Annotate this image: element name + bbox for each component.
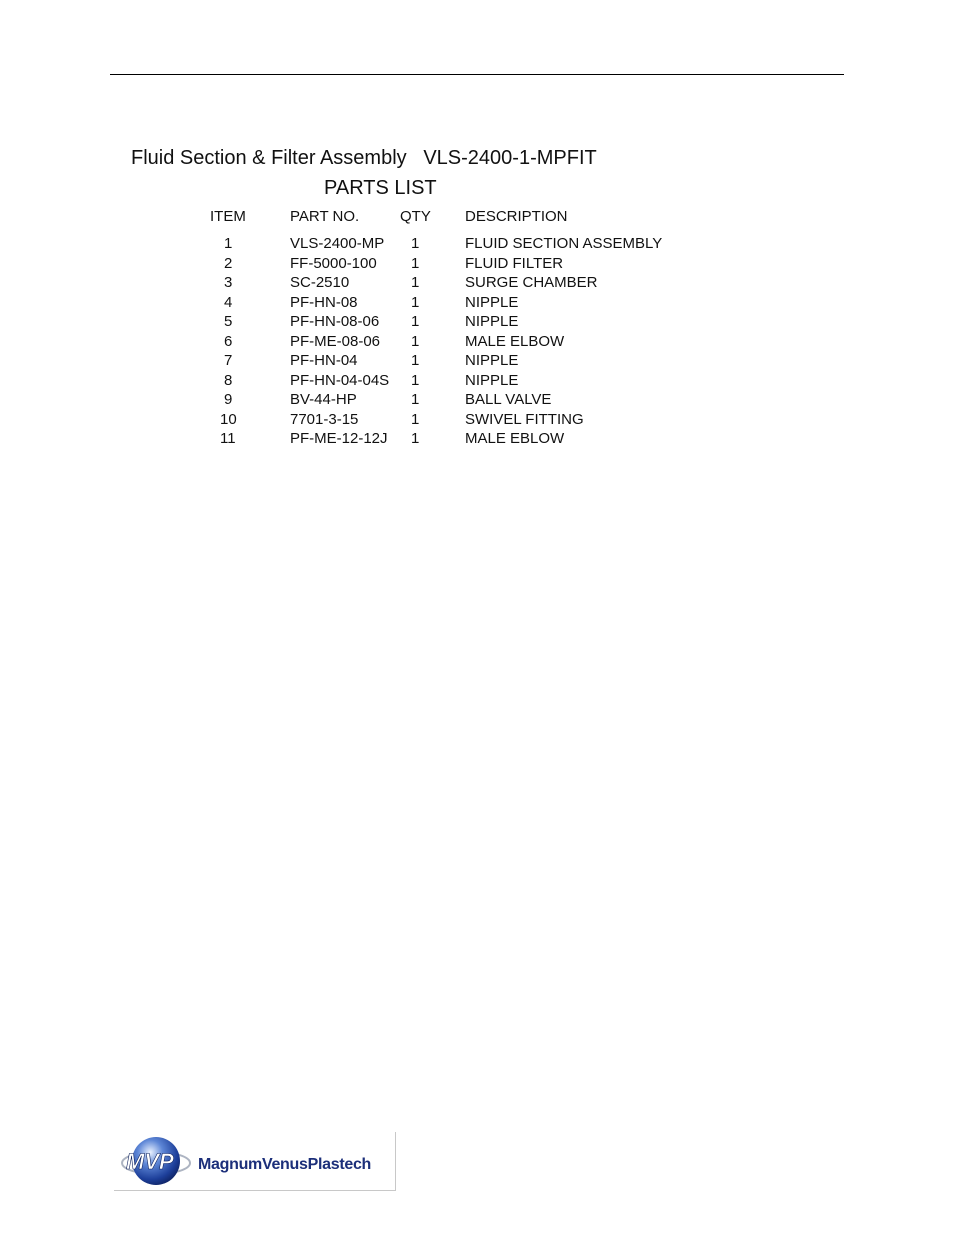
part-number: PF-HN-04 (290, 352, 358, 369)
company-name: MagnumVenusPlastech (198, 1156, 372, 1173)
quantity: 1 (411, 371, 420, 389)
quantity: 1 (411, 293, 420, 311)
company-logo (114, 1132, 396, 1191)
document-title: Fluid Section & Filter Assembly VLS-2400-1-MPFIT (131, 147, 597, 169)
column-header-part-no: PART NO. (290, 208, 360, 225)
item-number: 2 (224, 254, 233, 272)
column-header-qty: QTY (400, 208, 431, 225)
part-description: NIPPLE (465, 293, 519, 311)
item-number: 8 (224, 371, 233, 389)
part-number: PF-HN-04-04S (290, 371, 390, 389)
quantity: 1 (411, 391, 420, 408)
quantity: 1 (411, 332, 420, 350)
part-description: NIPPLE (465, 352, 519, 369)
quantity: 1 (411, 352, 420, 369)
part-description: NIPPLE (465, 371, 519, 389)
quantity: 1 (411, 313, 420, 330)
part-number: PF-HN-08 (290, 293, 358, 311)
part-description: FLUID SECTION ASSEMBLY (465, 235, 663, 252)
item-number: 9 (224, 391, 233, 408)
parts-table (0, 0, 954, 460)
logo-mark: MVP (126, 1149, 174, 1174)
part-description: BALL VALVE (465, 391, 552, 408)
part-description: MALE ELBOW (465, 332, 565, 350)
quantity: 1 (411, 254, 420, 272)
item-number: 4 (224, 293, 233, 311)
item-number: 10 (220, 410, 237, 428)
quantity: 1 (411, 410, 420, 428)
part-number: PF-ME-12-12J (290, 430, 388, 447)
part-number: SC-2510 (290, 274, 350, 291)
item-number: 3 (224, 274, 233, 291)
item-number: 6 (224, 332, 233, 350)
part-number: 7701-3-15 (290, 410, 359, 428)
quantity: 1 (411, 235, 420, 252)
item-number: 7 (224, 352, 233, 369)
part-number: PF-HN-08-06 (290, 313, 380, 330)
parts-list-heading: PARTS LIST (324, 177, 437, 199)
item-number: 11 (220, 430, 236, 447)
quantity: 1 (411, 274, 420, 291)
part-description: SURGE CHAMBER (465, 274, 598, 291)
part-description: FLUID FILTER (465, 254, 564, 272)
part-description: NIPPLE (465, 313, 519, 330)
part-number: PF-ME-08-06 (290, 332, 381, 350)
item-number: 1 (224, 235, 233, 252)
column-header-description: DESCRIPTION (465, 208, 568, 225)
part-number: FF-5000-100 (290, 254, 377, 272)
quantity: 1 (411, 430, 420, 447)
item-number: 5 (224, 313, 233, 330)
part-description: SWIVEL FITTING (465, 410, 584, 428)
part-number: BV-44-HP (290, 391, 357, 408)
part-description: MALE EBLOW (465, 430, 565, 447)
part-number: VLS-2400-MP (290, 235, 385, 252)
column-header-item: ITEM (210, 208, 246, 225)
